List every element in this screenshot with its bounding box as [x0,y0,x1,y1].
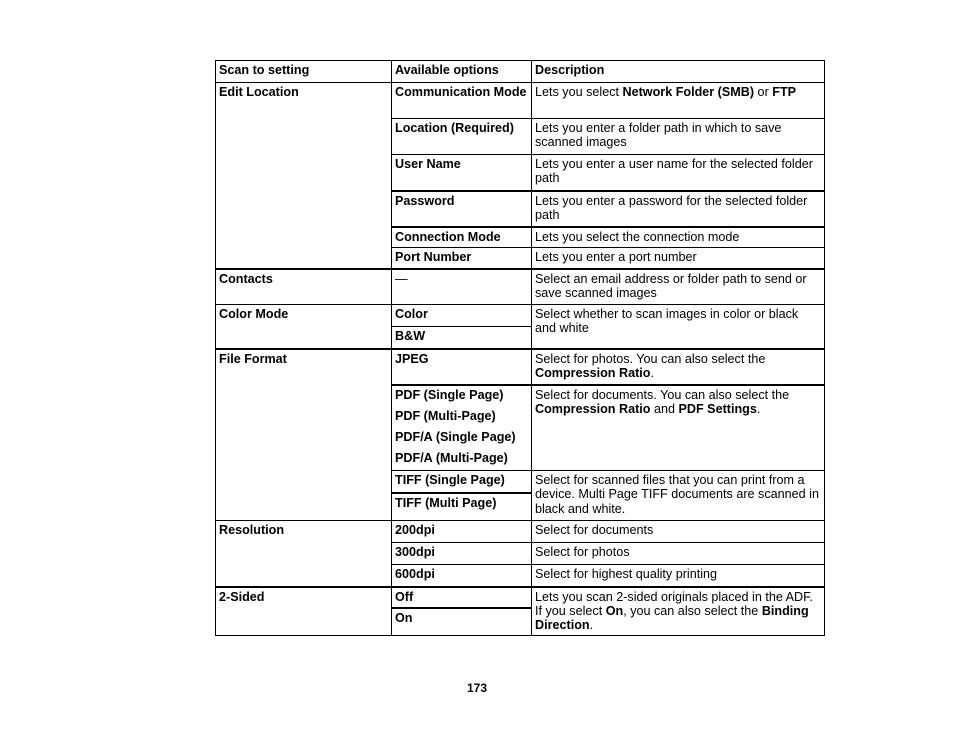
description-cell: Select for documents. You can also select the Compression Ratio and PDF Settings. [532,385,825,471]
setting-color-mode: Color Mode [216,305,392,349]
table-header-row [216,61,825,83]
header-available-options: Available options [392,61,532,83]
description-cell: Select for documents [532,521,825,543]
header-description: Description [532,61,825,83]
option-pdfa-single: PDF/A (Single Page) [395,429,516,444]
description-cell: Lets you enter a user name for the selected folder path [532,155,825,191]
table-row [216,83,825,119]
description-cell: Lets you select the connection mode [532,227,825,248]
option-cell: Communication Mode [392,83,532,119]
option-cell: On [392,608,532,636]
option-pdf-multi: PDF (Multi-Page) [395,408,496,423]
table-row [216,349,825,385]
option-cell: Connection Mode [392,227,532,248]
description-cell: Select for photos. You can also select the Compression Ratio. [532,349,825,385]
option-cell: Port Number [392,248,532,269]
page-number: 173 [466,681,488,695]
setting-file-format: File Format [216,349,392,521]
option-pdfa-multi: PDF/A (Multi-Page) [395,450,508,465]
setting-edit-location: Edit Location [216,83,392,269]
option-cell: — [392,269,532,305]
option-pdf-single: PDF (Single Page) [395,387,504,402]
option-cell: Password [392,191,532,227]
description-cell: Select for highest quality printing [532,565,825,587]
description-cell: Lets you enter a password for the selected folder path [532,191,825,227]
description-cell: Select an email address or folder path to send or save scanned images [532,269,825,305]
description-cell: Select whether to scan images in color or black and white [532,305,825,349]
setting-resolution: Resolution [216,521,392,587]
description-cell: Select for scanned files that you can print from a device. Multi Page TIFF documents are scanned in black and white. [532,471,825,521]
option-cell: 300dpi [392,543,532,565]
scan-settings-table [215,60,825,636]
option-cell-pdf [392,385,532,471]
description-cell: Lets you select Network Folder (SMB) or FTP [532,83,825,119]
table-row [216,269,825,305]
description-cell: Lets you enter a port number [532,248,825,269]
setting-contacts: Contacts [216,269,392,305]
option-cell: TIFF (Single Page) [392,471,532,493]
option-cell: User Name [392,155,532,191]
option-cell: B&W [392,327,532,349]
option-cell: TIFF (Multi Page) [392,493,532,521]
option-cell: 200dpi [392,521,532,543]
option-cell: Off [392,587,532,608]
table-row [216,305,825,327]
option-cell: 600dpi [392,565,532,587]
setting-2-sided: 2-Sided [216,587,392,636]
description-cell: Select for photos [532,543,825,565]
table-row [216,521,825,543]
description-cell: Lets you enter a folder path in which to save scanned images [532,119,825,155]
table-row [216,587,825,608]
header-scan-to-setting: Scan to setting [216,61,392,83]
option-cell: JPEG [392,349,532,385]
description-cell: Lets you scan 2-sided originals placed in the ADF. If you select On, you can also select the Binding Direction. [532,587,825,636]
option-cell: Color [392,305,532,327]
option-cell: Location (Required) [392,119,532,155]
